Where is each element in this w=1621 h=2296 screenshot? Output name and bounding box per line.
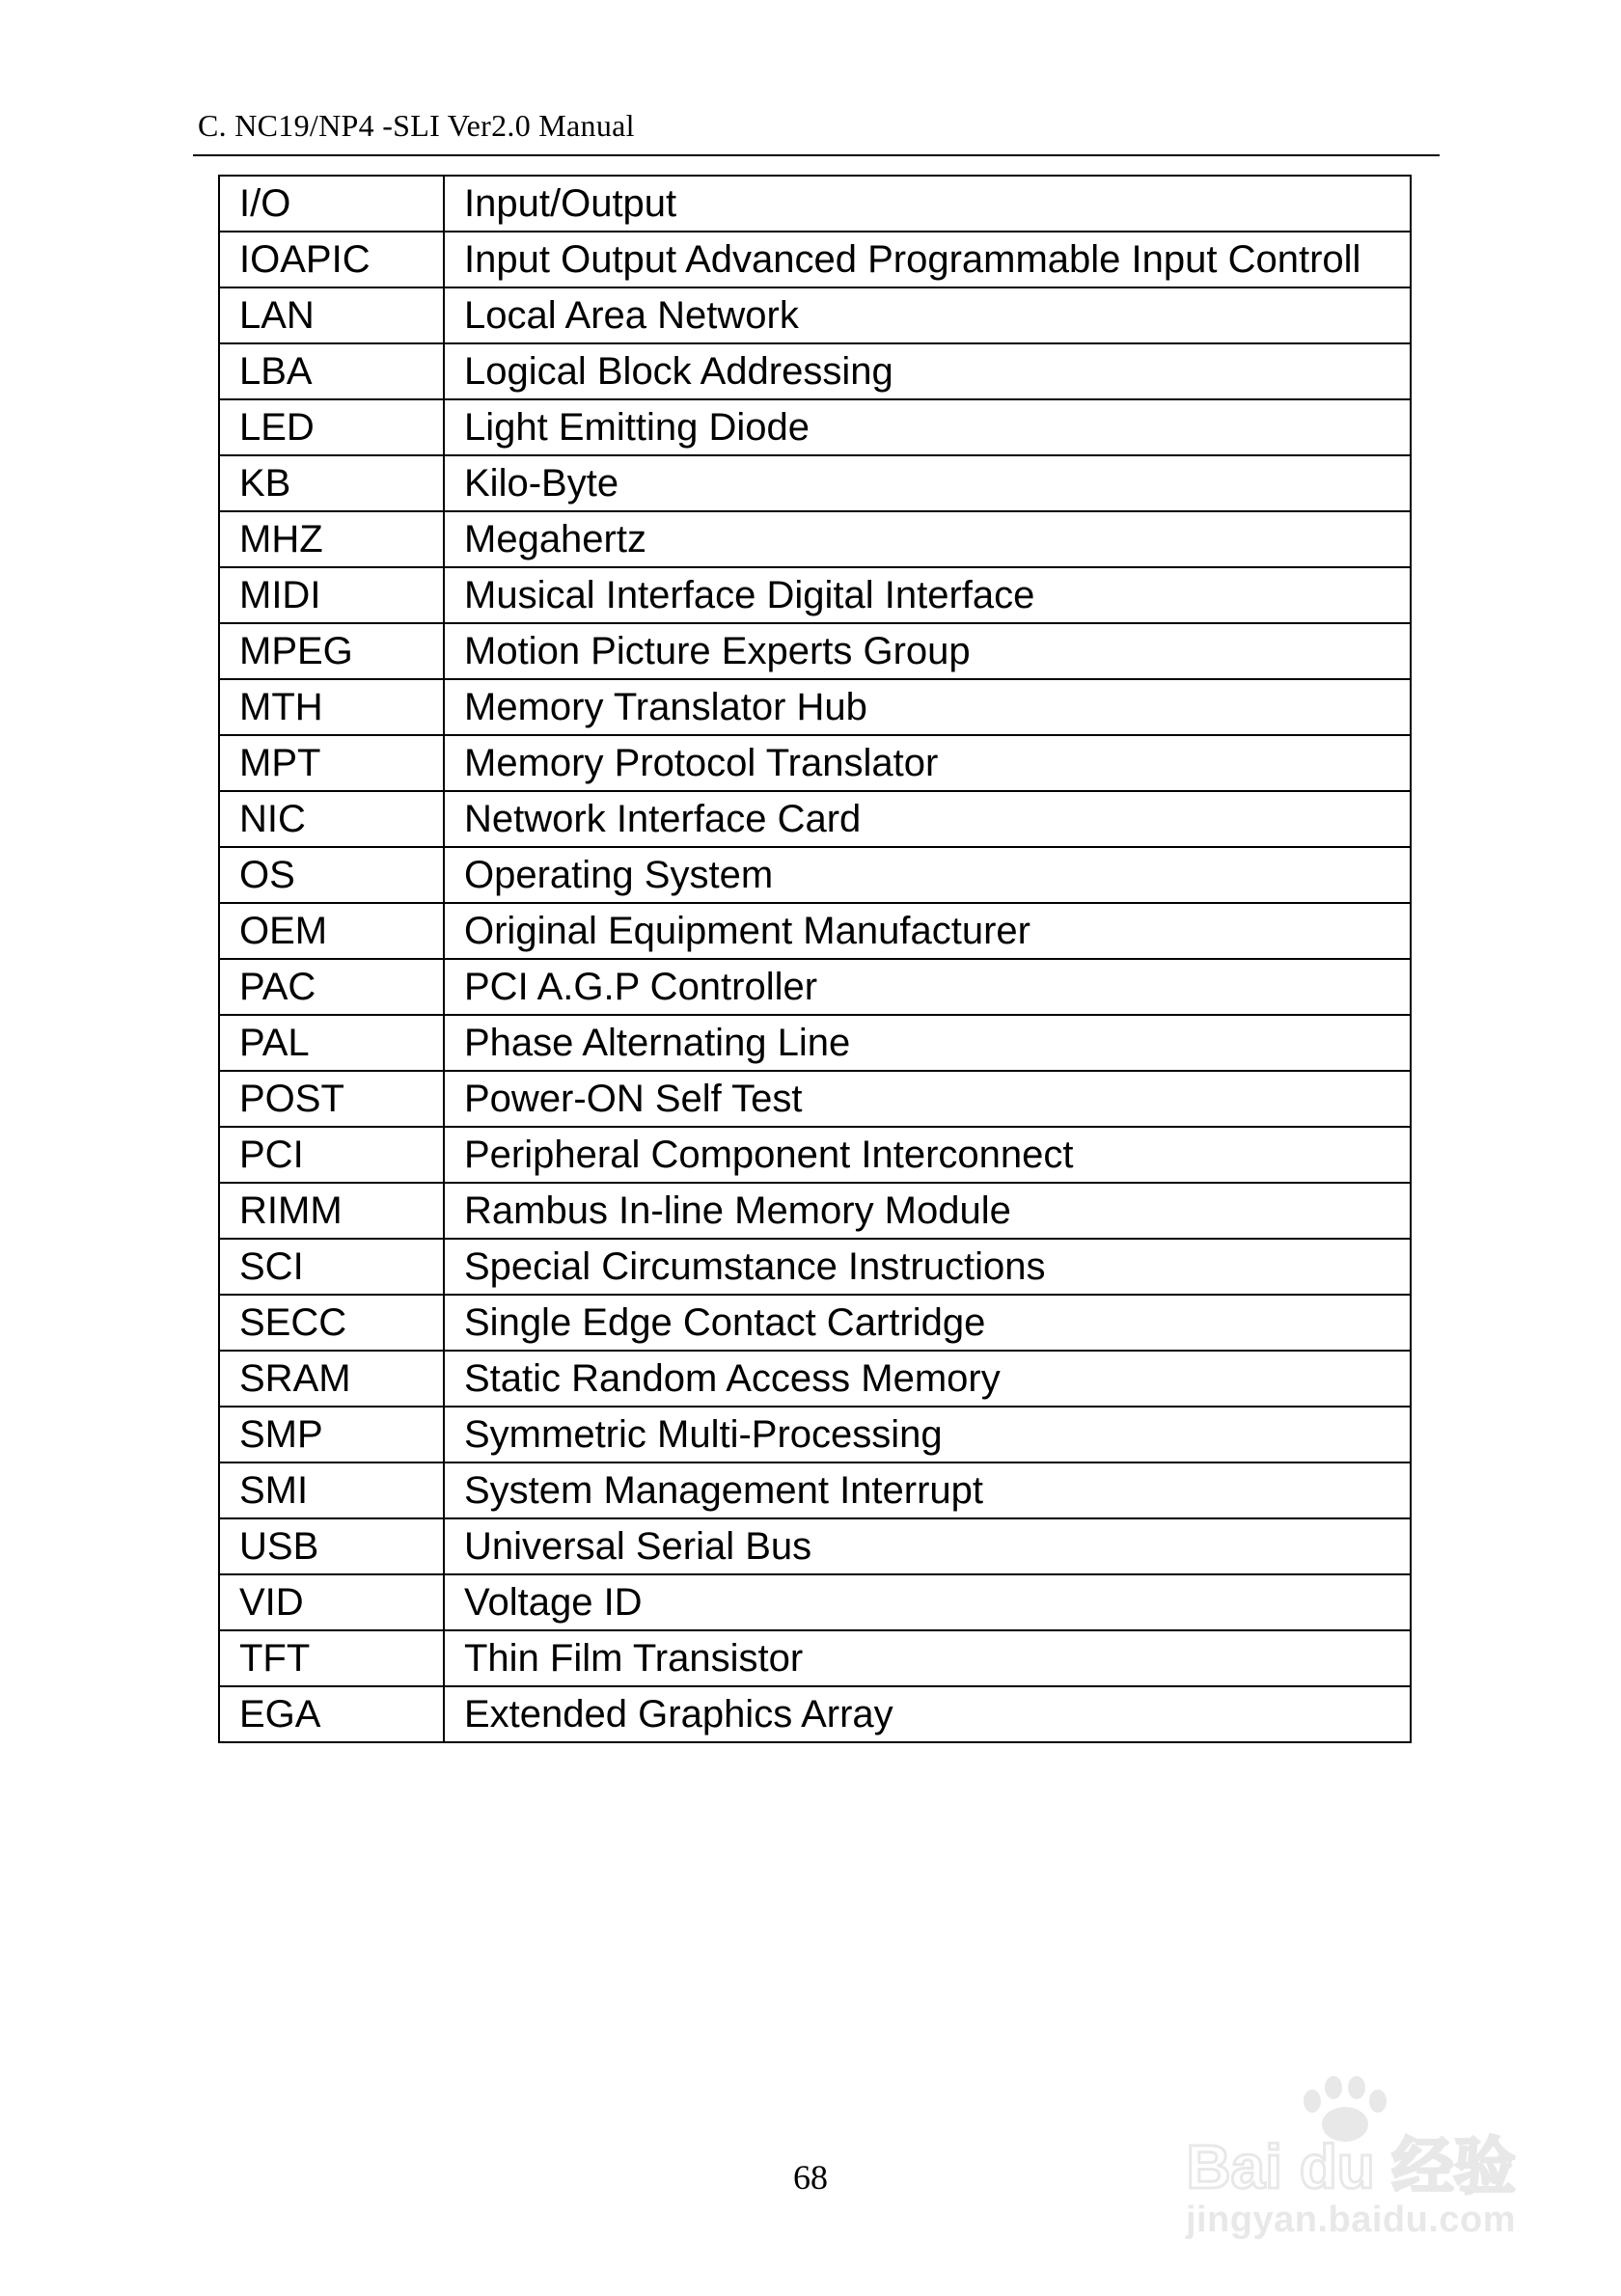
abbreviation-cell: EGA [219, 1686, 444, 1742]
table-row [219, 1295, 1411, 1351]
abbreviation-cell: USB [219, 1518, 444, 1574]
meaning-cell: Motion Picture Experts Group [444, 623, 1411, 679]
abbreviation-cell: SCI [219, 1239, 444, 1295]
abbreviation-cell: PAC [219, 959, 444, 1015]
meaning-cell: Memory Translator Hub [444, 679, 1411, 735]
table-row [219, 1686, 1411, 1742]
table-row [219, 903, 1411, 959]
meaning-cell: Single Edge Contact Cartridge [444, 1295, 1411, 1351]
meaning-cell: Light Emitting Diode [444, 399, 1411, 455]
meaning-cell: Input Output Advanced Programmable Input Controll [444, 232, 1411, 287]
abbreviation-cell: VID [219, 1574, 444, 1630]
baidu-jingyan-logo-icon [1158, 2064, 1544, 2200]
meaning-cell: Memory Protocol Translator [444, 735, 1411, 791]
abbreviation-cell: KB [219, 455, 444, 511]
meaning-cell: Static Random Access Memory [444, 1351, 1411, 1407]
table-row [219, 1015, 1411, 1071]
meaning-cell: PCI A.G.P Controller [444, 959, 1411, 1015]
abbreviation-cell: OS [219, 847, 444, 903]
table-row [219, 567, 1411, 623]
meaning-cell: Local Area Network [444, 287, 1411, 343]
baidu-watermark [1158, 2064, 1544, 2248]
abbreviation-cell: PCI [219, 1127, 444, 1183]
table-row [219, 1407, 1411, 1462]
meaning-cell: Peripheral Component Interconnect [444, 1127, 1411, 1183]
meaning-cell: Musical Interface Digital Interface [444, 567, 1411, 623]
table-row [219, 399, 1411, 455]
table-row [219, 511, 1411, 567]
table-row [219, 1071, 1411, 1127]
abbreviation-cell: MTH [219, 679, 444, 735]
abbreviation-cell: PAL [219, 1015, 444, 1071]
meaning-cell: Universal Serial Bus [444, 1518, 1411, 1574]
abbreviation-cell: MIDI [219, 567, 444, 623]
table-row [219, 455, 1411, 511]
meaning-cell: Special Circumstance Instructions [444, 1239, 1411, 1295]
watermark-url: jingyan.baidu.com [1185, 2200, 1517, 2240]
table-row [219, 1183, 1411, 1239]
meaning-cell: Logical Block Addressing [444, 343, 1411, 399]
abbreviation-cell: LBA [219, 343, 444, 399]
abbreviation-cell: IOAPIC [219, 232, 444, 287]
abbreviation-cell: SMP [219, 1407, 444, 1462]
abbreviation-cell: SMI [219, 1462, 444, 1518]
table-row [219, 791, 1411, 847]
page-number: 68 [793, 2158, 828, 2197]
meaning-cell: Rambus In-line Memory Module [444, 1183, 1411, 1239]
table-row [219, 176, 1411, 232]
meaning-cell: Input/Output [444, 176, 1411, 232]
meaning-cell: Network Interface Card [444, 791, 1411, 847]
meaning-cell: Original Equipment Manufacturer [444, 903, 1411, 959]
meaning-cell: Power-ON Self Test [444, 1071, 1411, 1127]
abbreviation-cell: OEM [219, 903, 444, 959]
table-row [219, 1351, 1411, 1407]
abbreviation-cell: NIC [219, 791, 444, 847]
abbreviation-cell: SECC [219, 1295, 444, 1351]
table-row [219, 1574, 1411, 1630]
meaning-cell: Megahertz [444, 511, 1411, 567]
table-row [219, 343, 1411, 399]
abbreviation-cell: RIMM [219, 1183, 444, 1239]
abbreviation-cell: I/O [219, 176, 444, 232]
meaning-cell: Thin Film Transistor [444, 1630, 1411, 1686]
table-row [219, 623, 1411, 679]
meaning-cell: Operating System [444, 847, 1411, 903]
table-row [219, 735, 1411, 791]
abbreviation-cell: TFT [219, 1630, 444, 1686]
abbreviation-table-body [219, 176, 1411, 1742]
table-row [219, 1239, 1411, 1295]
abbreviation-cell: POST [219, 1071, 444, 1127]
abbreviation-cell: MHZ [219, 511, 444, 567]
meaning-cell: Voltage ID [444, 1574, 1411, 1630]
meaning-cell: Kilo-Byte [444, 455, 1411, 511]
watermark-logo-text: Bai du 经验 [1186, 2132, 1516, 2200]
table-row [219, 1127, 1411, 1183]
abbreviation-cell: LED [219, 399, 444, 455]
meaning-cell: Extended Graphics Array [444, 1686, 1411, 1742]
abbreviation-cell: MPEG [219, 623, 444, 679]
table-row [219, 232, 1411, 287]
table-row [219, 287, 1411, 343]
abbreviation-table [218, 175, 1412, 1743]
table-row [219, 847, 1411, 903]
meaning-cell: Phase Alternating Line [444, 1015, 1411, 1071]
table-row [219, 959, 1411, 1015]
abbreviation-cell: SRAM [219, 1351, 444, 1407]
header-rule [193, 154, 1440, 156]
page-header-title: C. NC19/NP4 -SLI Ver2.0 Manual [198, 108, 635, 143]
meaning-cell: System Management Interrupt [444, 1462, 1411, 1518]
abbreviation-cell: MPT [219, 735, 444, 791]
table-row [219, 1462, 1411, 1518]
table-row [219, 1630, 1411, 1686]
abbreviation-cell: LAN [219, 287, 444, 343]
meaning-cell: Symmetric Multi-Processing [444, 1407, 1411, 1462]
table-row [219, 679, 1411, 735]
table-row [219, 1518, 1411, 1574]
